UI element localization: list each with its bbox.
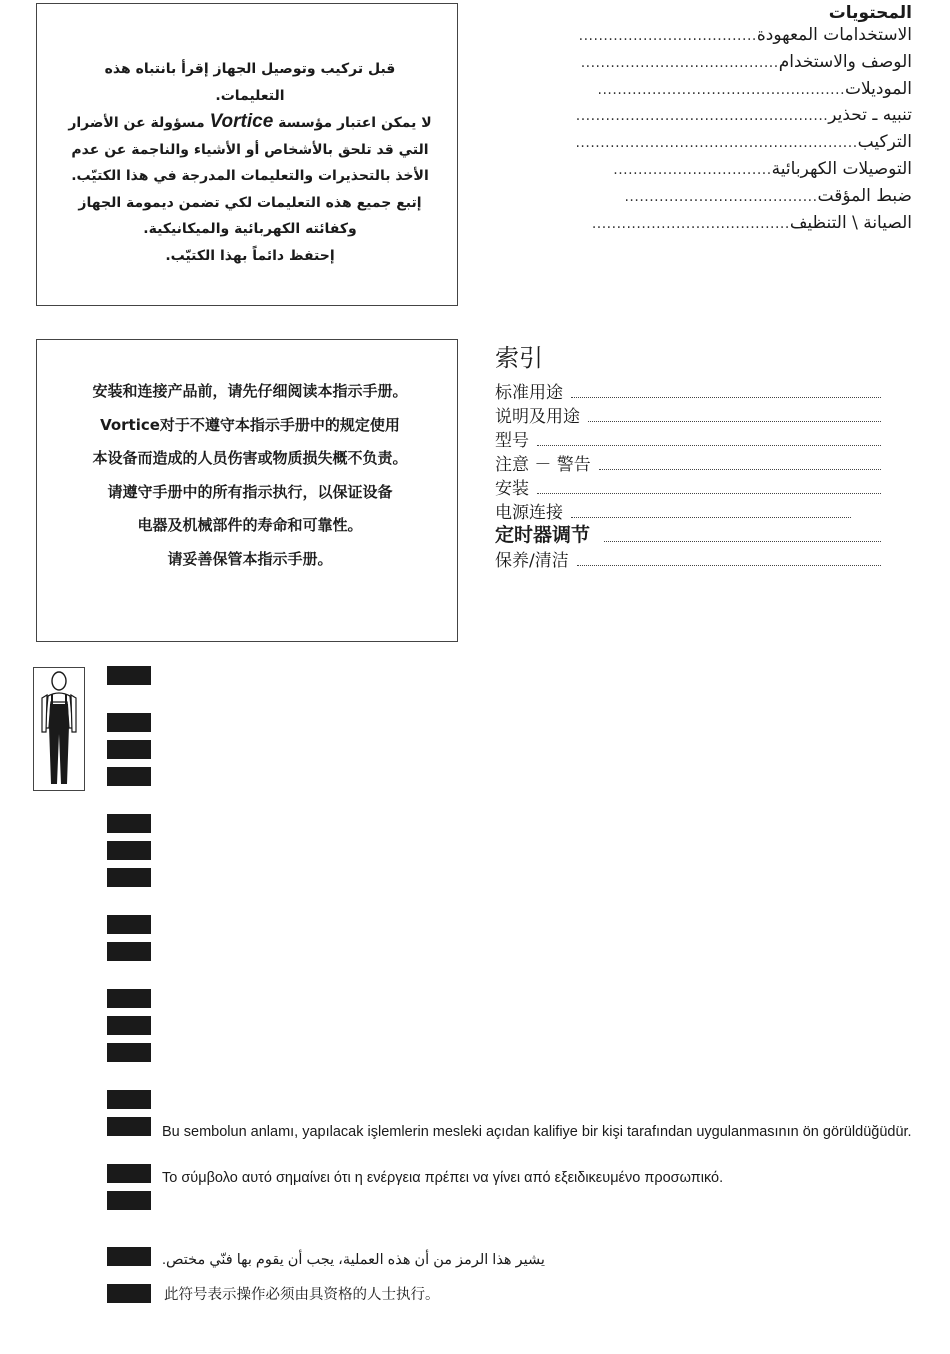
chinese-notice-line: 请妥善保管本指示手册。 [167,549,333,568]
chinese-toc-label: 注意 － 警告 [495,455,591,475]
technician-figure [34,668,84,790]
chinese-toc-leader [537,493,881,494]
symbol-text-turkish: Bu sembolun anlamı, yapılacak işlemlerin mesleki açıdan kalifiye bir kişi tarafından uygulanmasının ön görüldüğüdür. [162,1124,912,1140]
chinese-toc-label: 电源连接 [495,503,563,523]
brand-name: Vortice [209,111,274,132]
arabic-toc-label: التركيب [857,132,912,153]
language-marker-bar [107,666,151,685]
chinese-toc-label: 型号 [495,431,529,451]
arabic-notice-line: قبل تركيب وتوصيل الجهاز إقرأ بانتباه هذه [104,61,396,77]
chinese-notice-text [60,375,440,576]
arabic-toc-item[interactable] [502,213,912,240]
language-marker-bar [107,1191,151,1210]
language-marker-bar [107,1164,151,1183]
language-marker-bar [107,942,151,961]
arabic-toc-label: الاستخدامات المعهودة [756,25,912,45]
arabic-toc-label: ضبط المؤقت [817,185,912,206]
arabic-notice-fragment: لا يمكن اعتبار مؤسسة [278,115,432,131]
chinese-toc-item[interactable] [495,403,881,427]
chinese-toc-item[interactable] [495,475,881,499]
arabic-toc-leader: ................................................... [575,108,829,125]
chinese-notice-line: 本设备而造成的人员伤害或物质损失概不负责。 [92,449,408,467]
chinese-toc-leader [537,445,881,446]
arabic-notice-text [62,56,438,269]
chinese-toc-leader [604,541,881,542]
chinese-toc-label: 标准用途 [495,383,563,403]
arabic-notice-line: التعليمات. [215,87,285,104]
chinese-toc-leader [571,397,881,398]
arabic-toc-item[interactable] [502,186,912,213]
language-marker-bar [107,841,151,860]
chinese-notice-line: 电器及机械部件的寿命和可靠性。 [137,516,363,534]
language-marker-bar [107,1016,151,1035]
chinese-toc-leader [588,421,881,422]
chinese-toc [495,338,881,571]
arabic-toc-item[interactable] [502,79,912,106]
language-marker-bar [107,915,151,934]
chinese-notice-line: Vortice对于不遵守本指示手册中的规定使用 [100,415,400,434]
chinese-toc-item[interactable] [495,547,881,571]
arabic-toc-heading: المحتويات [828,3,912,23]
arabic-notice-line: إتبع جميع هذه التعليمات لكي تضمن ديمومة الجهاز [78,194,422,211]
chinese-toc-item[interactable] [495,451,881,475]
chinese-toc-label: 说明及用途 [495,407,580,427]
arabic-toc-item[interactable] [502,25,912,52]
language-marker-bar [107,989,151,1008]
language-marker-bar [107,814,151,833]
chinese-toc-label: 定时器调节 [495,524,591,546]
arabic-notice-line: إحتفظ دائماً بهذا الكتيّب. [165,247,335,264]
symbol-text-greek: Το σύμβολο αυτό σημαίνει ότι η ενέργεια πρέπει να γίνει από εξειδικευμένο προσωπικό. [162,1170,724,1186]
language-marker-bar [107,1043,151,1062]
chinese-toc-item[interactable] [495,523,881,547]
arabic-toc [502,3,912,239]
chinese-toc-item[interactable] [495,427,881,451]
language-marker-bar [107,1090,151,1109]
chinese-toc-label: 安装 [495,479,529,499]
language-marker-bar [107,1284,151,1303]
symbol-text-arabic: يشير هذا الرمز من أن هذه العملية، يجب أن يقوم بها فنّي مختص. [162,1252,545,1268]
arabic-toc-leader: ................................ [613,161,772,178]
chinese-toc-heading: 索引 [495,344,543,372]
arabic-toc-label: الوصف والاستخدام [778,51,912,72]
arabic-toc-label: الصيانة \ التنظيف [789,212,912,233]
chinese-toc-leader [571,517,851,518]
arabic-toc-item[interactable] [502,159,912,186]
language-marker-bar [107,740,151,759]
chinese-toc-item[interactable] [495,379,881,403]
language-marker-bar [107,713,151,732]
arabic-toc-item[interactable] [502,52,912,79]
arabic-toc-label: تنبيه ـ تحذير [828,105,912,126]
arabic-toc-label: الموديلات [845,78,912,99]
arabic-notice-line: التي قد تلحق بالأشخاص أو الأشياء والناجمة عن عدم [71,141,429,158]
arabic-toc-label: التوصيلات الكهربائية [771,158,912,179]
arabic-toc-leader: .................................... [578,28,757,44]
language-marker-bar [107,1117,151,1136]
chinese-toc-label: 保养/清洁 [495,551,569,571]
arabic-toc-leader: ....................................... [624,188,818,205]
arabic-toc-leader: ........................................ [591,215,790,232]
arabic-toc-leader: .................................................. [597,81,846,98]
arabic-toc-item[interactable] [502,132,912,159]
chinese-notice-line: 安装和连接产品前，请先仔细阅读本指示手册。 [92,382,408,400]
chinese-notice-line: 请遵守手册中的所有指示执行，以保证设备 [107,482,393,501]
arabic-toc-leader: ......................................................... [575,135,858,152]
arabic-toc-item[interactable] [502,105,912,132]
language-marker-bar [107,868,151,887]
arabic-notice-line [62,109,438,137]
chinese-toc-leader [577,565,881,566]
language-marker-bar [107,1247,151,1266]
language-marker-bar [107,767,151,786]
arabic-notice-fragment: مسؤولة عن الأضرار [68,115,205,131]
chinese-toc-leader [599,469,881,470]
arabic-notice-line: وكفائته الكهربائية والميكانيكية. [143,221,357,237]
technician-overalls-icon [33,667,85,791]
arabic-notice-line: الأخذ بالتحذيرات والتعليمات المدرجة في هذا الكتيّب. [71,168,429,184]
symbol-text-chinese: 此符号表示操作必须由具资格的人士执行。 [164,1287,440,1303]
arabic-toc-leader: ........................................ [580,54,779,71]
